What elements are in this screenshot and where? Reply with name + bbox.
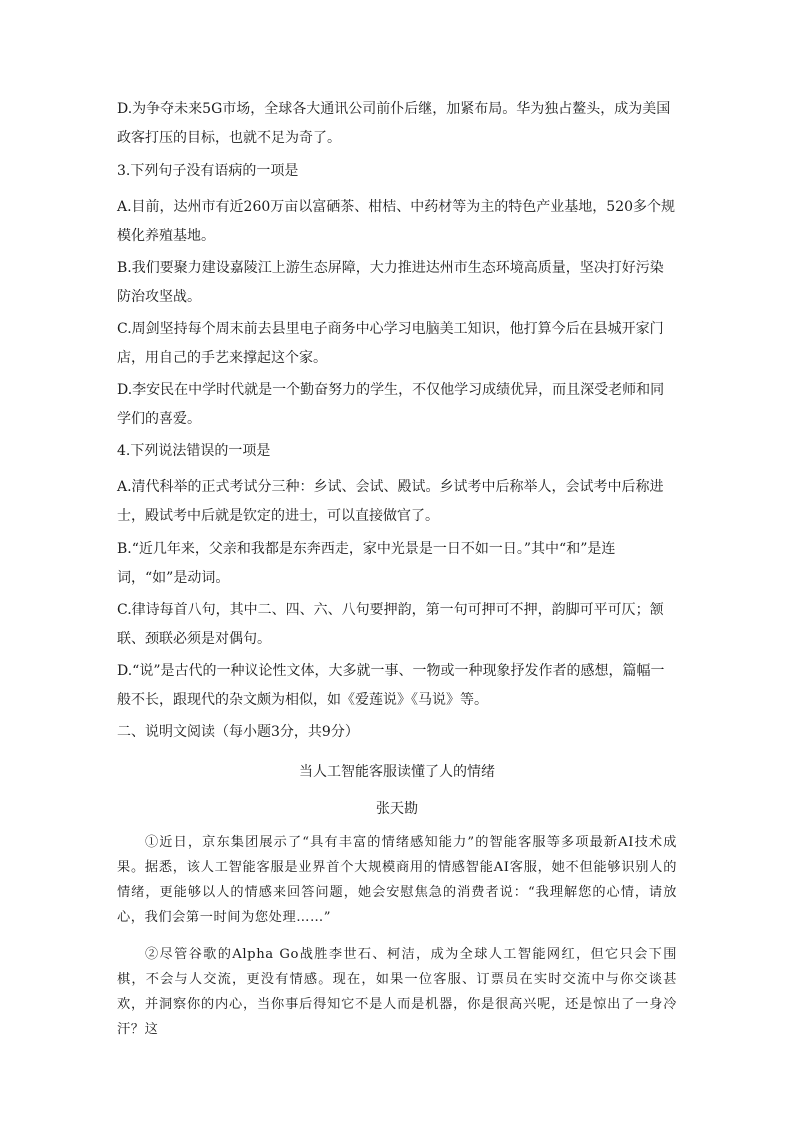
q3-title: 3.下列句子没有语病的一项是 <box>117 163 299 179</box>
section-2-heading: 二、说明文阅读（每小题3分，共9分） <box>117 724 359 740</box>
article-title: 当人工智能客服读懂了人的情绪 <box>299 764 495 780</box>
article-paragraph-1: ①近日，京东集团展示了“具有丰富的情绪感知能力”的智能客服等多项最新AI技术成果。据悉，该人工智能客服是业界首个大规模商用的情感智能AI客服，她不但能够识别人的情绪，更能够以人的情感来回答问题，她会安慰焦急的消费者说：“我理解您的心情，请放心，我们会第一时间为您处理……” <box>117 835 677 925</box>
article-author: 张天勘 <box>376 801 418 817</box>
q4-option-a: A.清代科举的正式考试分三种：乡试、会试、殿试。乡试考中后称举人，会试考中后称进士，殿试考中后就是钦定的进士，可以直接做官了。 <box>117 479 664 524</box>
q2-option-d: D.为争夺未来5G市场，全球各大通讯公司前仆后继，加紧布局。华为独占鳌头，成为美国政客打压的目标，也就不足为奇了。 <box>117 101 671 146</box>
q3-option-c: C.周剑坚持每个周末前去县里电子商务中心学习电脑美工知识，他打算今后在县城开家门店，用自己的手艺来撑起这个家。 <box>117 321 664 366</box>
q3-option-d: D.李安民在中学时代就是一个勤奋努力的学生，不仅他学习成绩优异，而且深受老师和同学们的喜爱。 <box>117 382 665 427</box>
q4-option-b: B.“近几年来，父亲和我都是东奔西走，家中光景是一日不如一日。”其中“和”是连词，“如”是动词。 <box>117 541 616 586</box>
q3-option-a: A.目前，达州市有近260万亩以富硒茶、柑桔、中药材等为主的特色产业基地，520多个规模化养殖基地。 <box>117 199 676 244</box>
q4-option-d: D.“说”是古代的一种议论性文体，大多就一事、一物或一种现象抒发作者的感想，篇幅一般不长，跟现代的杂文颇为相似，如《爱莲说》《马说》等。 <box>117 663 665 708</box>
q4-title: 4.下列说法错误的一项是 <box>117 443 271 459</box>
q3-option-b: B.我们要聚力建设嘉陵江上游生态屏障，大力推进达州市生态环境高质量，坚决打好污染防治攻坚战。 <box>117 260 664 305</box>
q4-option-c: C.律诗每首八句，其中二、四、六、八句要押韵，第一句可押可不押，韵脚可平可仄；颔联、颈联必须是对偶句。 <box>117 602 664 647</box>
article-paragraph-2: ②尽管谷歌的Alpha Go战胜李世石、柯洁，成为全球人工智能网红，但它只会下围棋，不会与人交流，更没有情感。现在，如果一位客服、订票员在实时交流中与你交谈甚欢，并洞察你的内心，当你事后得知它不是人而是机器，你是很高兴呢，还是惊出了一身冷汗？这 <box>117 947 677 1037</box>
